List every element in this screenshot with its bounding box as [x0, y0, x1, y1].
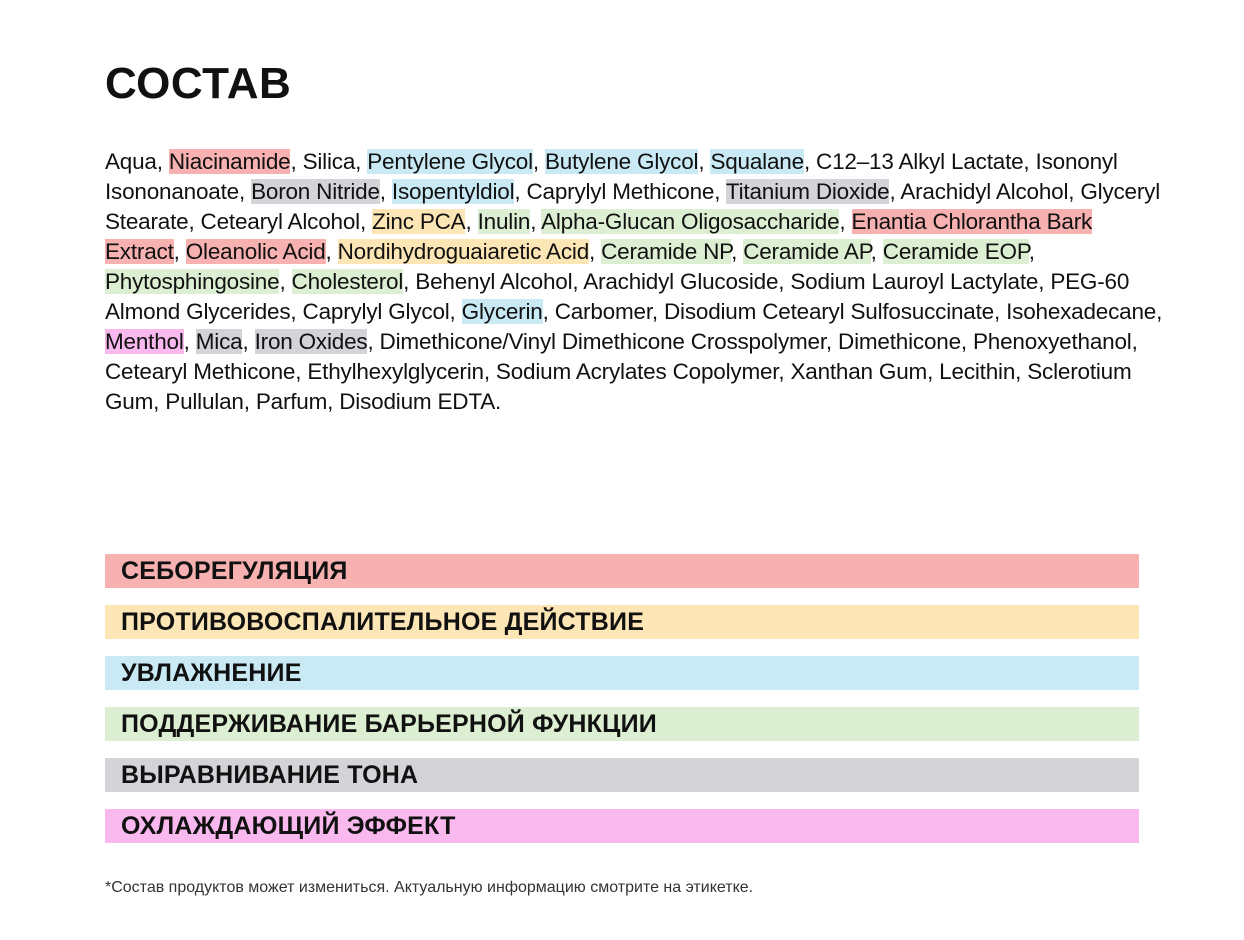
- ingredient-text: ,: [379, 179, 392, 204]
- ingredient-text: , Silica,: [290, 149, 368, 174]
- legend-label: ВЫРАВНИВАНИЕ ТОНА: [121, 760, 419, 789]
- highlighted-ingredient: Ceramide NP: [601, 239, 732, 264]
- highlighted-ingredient: Ceramide EOP: [882, 239, 1029, 264]
- highlighted-ingredient: Phytosphingosine: [105, 269, 280, 294]
- footnote: *Состав продуктов может измениться. Актуальную информацию смотрите на этикетке.: [105, 879, 754, 896]
- highlighted-ingredient: Oleanolic Acid: [185, 239, 326, 264]
- legend-label: ПОДДЕРЖИВАНИЕ БАРЬЕРНОЙ ФУНКЦИИ: [121, 709, 657, 738]
- ingredient-text: , Behenyl Alcohol, Arachidyl Glucoside, Sodium Lauroyl Lactylate, PEG-60 Almond Glycerides, Caprylyl Glycol,: [105, 269, 1130, 324]
- ingredient-text: , C12–13 Alkyl Lactate, Isononyl Isononanoate,: [105, 149, 1118, 204]
- highlighted-ingredient: Zinc PCA: [372, 209, 466, 234]
- page-title: СОСТАВ: [105, 59, 292, 108]
- ingredient-text: ,: [589, 239, 602, 264]
- ingredient-text: ,: [1028, 239, 1035, 264]
- ingredient-text: , Caprylyl Methicone,: [514, 179, 726, 204]
- ingredients-list: [105, 147, 1165, 417]
- highlighted-ingredient: Boron Nitride: [251, 179, 380, 204]
- highlighted-ingredient: Squalane: [710, 149, 804, 174]
- highlighted-ingredient: Mica: [195, 329, 243, 354]
- ingredient-text: , Carbomer, Disodium Cetearyl Sulfosuccinate, Isohexadecane,: [542, 299, 1163, 324]
- ingredient-text: ,: [530, 209, 542, 234]
- highlighted-ingredient: Niacinamide: [168, 149, 291, 174]
- legend-bar-sebo: [105, 554, 1139, 588]
- highlighted-ingredient: Menthol: [105, 329, 184, 354]
- legend-label: УВЛАЖНЕНИЕ: [121, 658, 302, 687]
- ingredient-text: ,: [325, 239, 338, 264]
- ingredient-text: , Dimethicone/Vinyl Dimethicone Crosspolymer, Dimethicone, Phenoxyethanol, Cetearyl Methicone, Ethylhexylglycerin, Sodium Acrylates Copolymer, Xanthan Gum, Lecithin, Sclerotium Gum, Pullulan, Parfum, Disodium EDTA.: [105, 329, 1138, 414]
- ingredient-text: ,: [532, 149, 545, 174]
- highlighted-ingredient: Isopentyldiol: [391, 179, 515, 204]
- highlighted-ingredient: Pentylene Glycol: [367, 149, 533, 174]
- ingredient-text: ,: [870, 239, 883, 264]
- legend-label: СЕБОРЕГУЛЯЦИЯ: [121, 556, 348, 585]
- ingredient-text: ,: [242, 329, 255, 354]
- color-legend: [105, 554, 1139, 860]
- legend-bar-barrier: [105, 707, 1139, 741]
- highlighted-ingredient: Enantia Chlorantha Bark Extract: [105, 209, 1093, 264]
- highlighted-ingredient: Butylene Glycol: [545, 149, 699, 174]
- ingredient-text: ,: [173, 239, 186, 264]
- legend-bar-cool: [105, 809, 1139, 843]
- highlighted-ingredient: Nordihydroguaiaretic Acid: [337, 239, 590, 264]
- ingredient-text: , Arachidyl Alcohol, Glyceryl Stearate, Cetearyl Alcohol,: [105, 179, 1161, 234]
- highlighted-ingredient: Titanium Dioxide: [725, 179, 890, 204]
- highlighted-ingredient: Alpha-Glucan Oligosaccharide: [541, 209, 840, 234]
- highlighted-ingredient: Cholesterol: [291, 269, 404, 294]
- ingredient-text: ,: [183, 329, 196, 354]
- highlighted-ingredient: Glycerin: [461, 299, 543, 324]
- ingredient-text: ,: [279, 269, 292, 294]
- legend-bar-tone: [105, 758, 1139, 792]
- legend-bar-moist: [105, 656, 1139, 690]
- ingredient-text: ,: [698, 149, 711, 174]
- ingredient-text: ,: [465, 209, 478, 234]
- highlighted-ingredient: Iron Oxides: [254, 329, 368, 354]
- legend-label: ОХЛАЖДАЮЩИЙ ЭФФЕКТ: [121, 811, 456, 840]
- highlighted-ingredient: Inulin: [477, 209, 531, 234]
- ingredient-text: ,: [731, 239, 744, 264]
- highlighted-ingredient: Ceramide AP: [743, 239, 871, 264]
- ingredient-text: ,: [839, 209, 852, 234]
- ingredient-text: Aqua,: [105, 149, 169, 174]
- legend-label: ПРОТИВОВОСПАЛИТЕЛЬНОЕ ДЕЙСТВИЕ: [121, 607, 645, 636]
- legend-bar-anti: [105, 605, 1139, 639]
